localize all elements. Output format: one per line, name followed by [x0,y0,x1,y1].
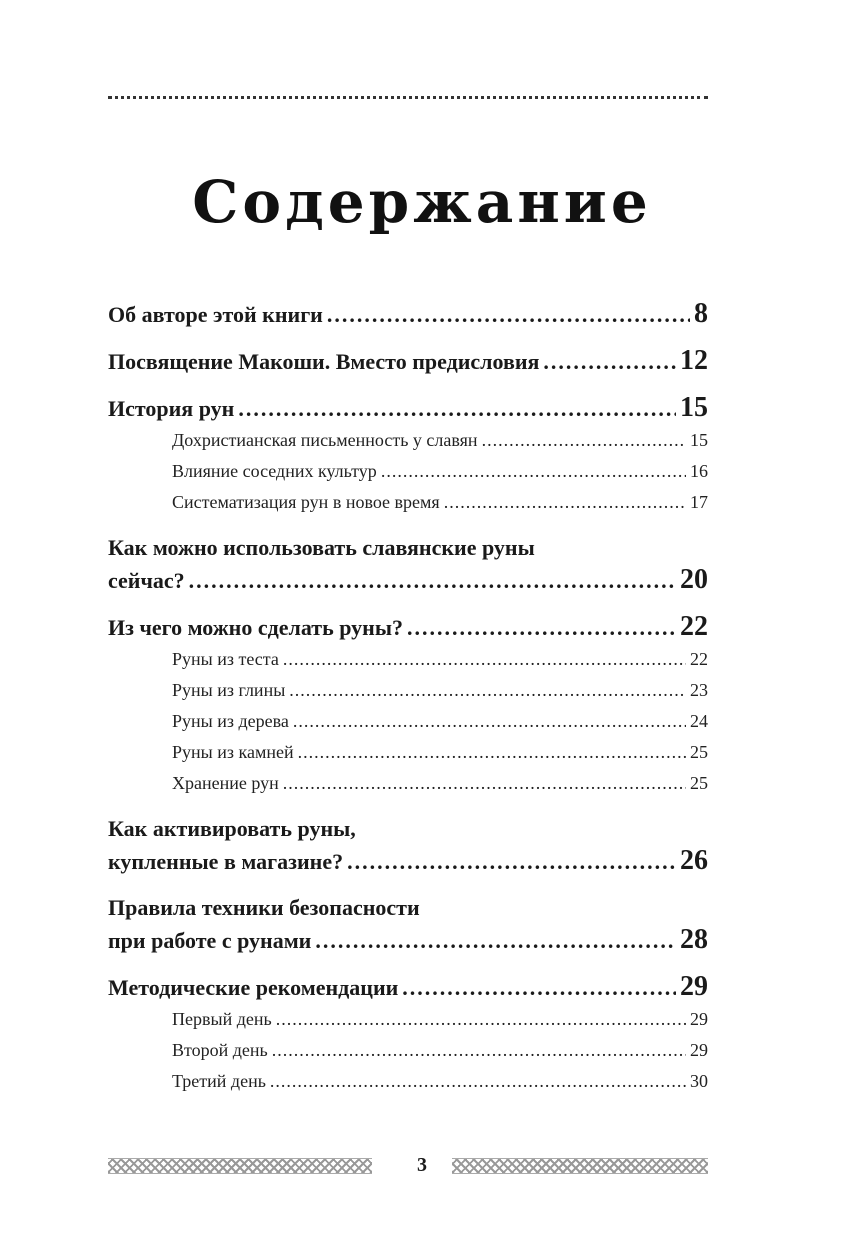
toc-subentry-method-3[interactable] [108,1066,708,1097]
toc-entry-safety[interactable] [108,924,708,957]
toc-subentry-text: Хранение рун [172,773,279,793]
toc-entry-safety-line1: Правила техники безопасности [108,895,420,920]
dot-leader [298,737,686,768]
toc-page-number: 25 [690,773,708,793]
dot-leader [381,456,686,487]
toc-page-number: 15 [690,430,708,450]
toc-page-number: 16 [690,461,708,481]
toc-entry-text: История рун [108,396,235,421]
toc-subentry-method-1[interactable] [108,1004,708,1035]
toc-subentry-history-1[interactable] [108,425,708,456]
dot-leader [289,675,686,706]
toc-subentry-text: Руны из глины [172,680,286,700]
dot-leader [283,644,686,675]
toc-entry-text: Посвящение Макоши. Вместо предисловия [108,349,540,374]
toc-entry-text: при работе с рунами [108,928,312,953]
toc-entry-text: Об авторе этой книги [108,302,323,327]
dot-leader [327,299,690,331]
toc-page-number: 17 [690,492,708,512]
toc-page-number: 30 [690,1071,708,1091]
toc-page-number: 22 [680,611,708,642]
table-of-contents [108,298,708,1097]
page-number: 3 [417,1154,427,1176]
toc-page-number: 22 [690,649,708,669]
toc-entry-about-author[interactable] [108,298,708,331]
toc-page-number: 29 [690,1009,708,1029]
toc-entry-materials[interactable] [108,611,708,644]
toc-entry-history[interactable] [108,392,708,425]
dot-leader [272,1035,686,1066]
toc-page-number: 29 [680,971,708,1002]
toc-subentry-method-2[interactable] [108,1035,708,1066]
toc-subentry-history-2[interactable] [108,456,708,487]
toc-entry-usage-line1: Как можно использовать славянские руны [108,535,535,560]
toc-subentry-text: Третий день [172,1071,266,1091]
toc-subentry-text: Руны из камней [172,742,294,762]
dot-leader [238,393,676,425]
toc-entry-activate-line1: Как активировать руны, [108,816,356,841]
toc-subentry-text: Дохристианская письменность у славян [172,430,478,450]
toc-entry-text: Из чего можно сделать руны? [108,615,404,640]
toc-page-number: 29 [690,1040,708,1060]
dot-leader [276,1004,686,1035]
toc-subentry-text: Первый день [172,1009,272,1029]
dot-leader [283,768,686,799]
toc-subentry-text: Второй день [172,1040,268,1060]
toc-subentry-materials-1[interactable] [108,644,708,675]
toc-page-number: 15 [680,392,708,423]
toc-entry-text: сейчас? [108,568,185,593]
toc-entry-usage[interactable] [108,564,708,597]
dot-leader [189,565,676,597]
page-footer [0,1156,844,1180]
toc-entry-activate[interactable] [108,845,708,878]
ornament-border-right [452,1158,708,1174]
toc-subentry-materials-2[interactable] [108,675,708,706]
toc-page-number: 20 [680,564,708,595]
toc-entry-dedication[interactable] [108,345,708,378]
dot-leader [543,346,676,378]
dot-leader [347,846,676,878]
toc-subentry-text: Руны из теста [172,649,279,669]
toc-subentry-materials-3[interactable] [108,706,708,737]
dot-leader [315,925,676,957]
page-title: Содержание [192,168,652,236]
dot-leader [270,1066,686,1097]
toc-page-number: 24 [690,711,708,731]
toc-subentry-text: Руны из дерева [172,711,289,731]
toc-entry-text: Методические рекомендации [108,975,399,1000]
toc-subentry-materials-4[interactable] [108,737,708,768]
dot-leader [402,972,676,1004]
toc-page-number: 8 [694,298,708,329]
top-dotted-rule [108,96,708,99]
dot-leader [482,425,686,456]
dot-leader [407,612,676,644]
toc-subentry-text: Влияние соседних культур [172,461,377,481]
dot-leader [293,706,686,737]
toc-subentry-history-3[interactable] [108,487,708,518]
toc-page-number: 23 [690,680,708,700]
toc-page-number: 26 [680,845,708,876]
toc-page-number: 28 [680,924,708,955]
toc-subentry-materials-5[interactable] [108,768,708,799]
toc-entry-method[interactable] [108,971,708,1004]
toc-subentry-text: Систематизация рун в новое время [172,492,440,512]
toc-entry-text: купленные в магазине? [108,849,344,874]
toc-page-number: 25 [690,742,708,762]
dot-leader [444,487,686,518]
toc-page-number: 12 [680,345,708,376]
